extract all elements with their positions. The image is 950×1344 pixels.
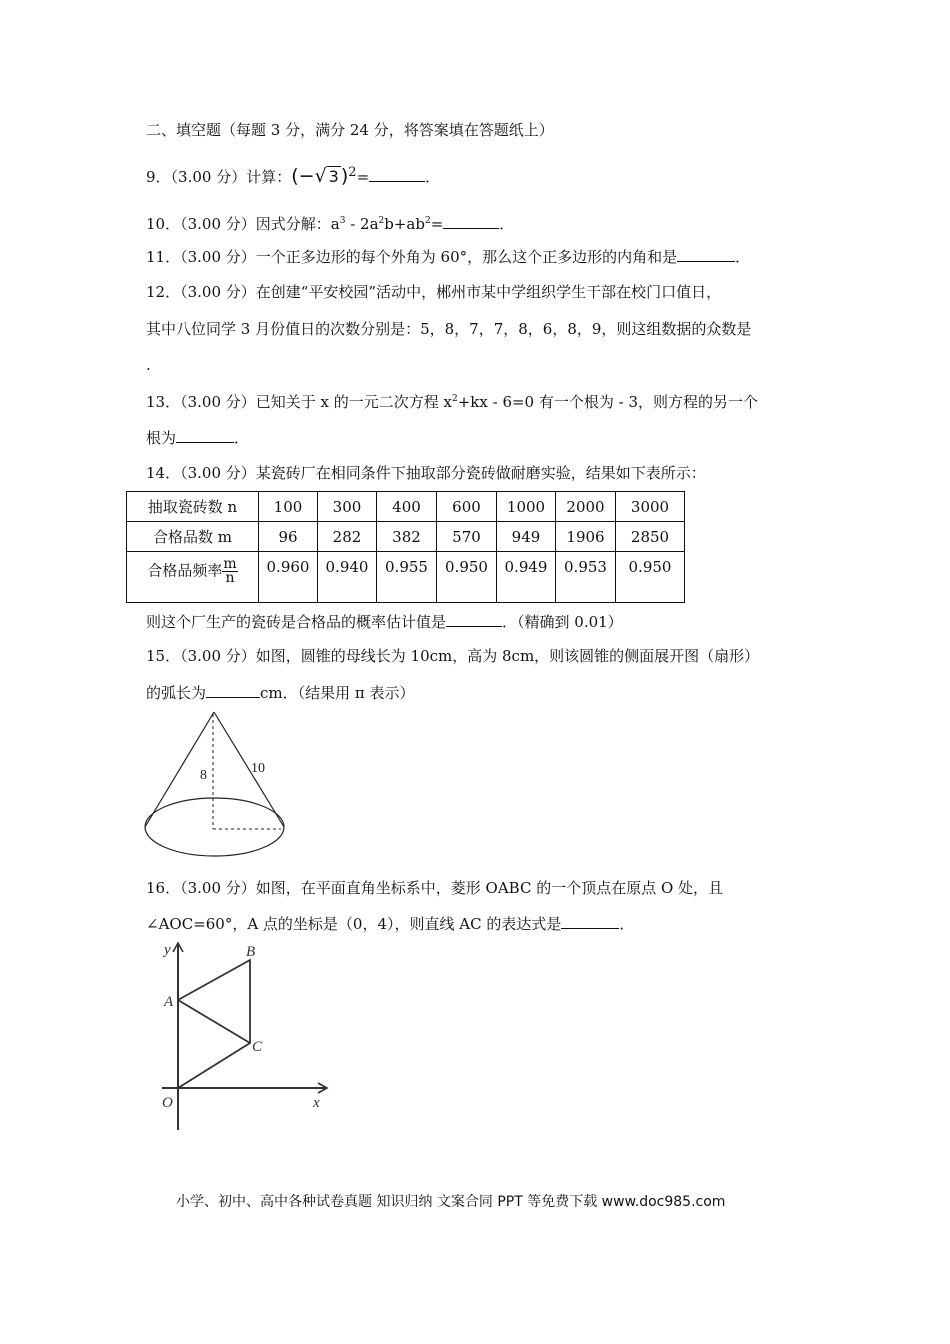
- q14-after-end: ．（精确到 0.01）: [502, 613, 623, 631]
- q13-pre: 13．（3.00 分）已知关于 x 的一元二次方程 x: [146, 393, 452, 411]
- page-footer: 小学、初中、高中各种试卷真题 知识归纳 文案合同 PPT 等免费下载 www.doc985.com: [176, 1194, 726, 1210]
- table-cell: 0.953: [556, 552, 616, 603]
- question-9-prefix: 9．（3.00 分）计算：: [146, 168, 292, 186]
- question-10: [146, 214, 514, 234]
- question-12-line-2: 其中八位同学 3 月份值日的次数分别是：5，8，7，7，8，6，8，9，则这组数据的众数是: [146, 320, 752, 338]
- question-13-line-2: [146, 428, 249, 448]
- table-cell: 570: [437, 522, 497, 552]
- cone-height-label: 8: [200, 768, 207, 783]
- equals: =: [356, 168, 370, 186]
- label-y: y: [164, 942, 171, 958]
- question-15-line-1: 15．（3.00 分）如图，圆锥的母线长为 10cm，高为 8cm，则该圆锥的侧面展开图（扇形）: [146, 647, 760, 665]
- cone-figure: [138, 706, 294, 862]
- question-12-line-3: .: [146, 356, 151, 374]
- table-cell: 400: [377, 492, 437, 522]
- label-o: O: [162, 1095, 173, 1111]
- frequency-label: 合格品频率: [147, 561, 223, 580]
- label-x: x: [313, 1095, 320, 1111]
- rhombus-coordinate-figure: [150, 936, 340, 1132]
- table-cell: 1906: [556, 522, 616, 552]
- question-15-line-2: [146, 683, 415, 703]
- question-10-end: ．: [499, 215, 515, 233]
- answer-blank-15[interactable]: [206, 683, 260, 698]
- table-cell: 2000: [556, 492, 616, 522]
- table-cell: 0.955: [377, 552, 437, 603]
- q13-l2: 根为: [146, 429, 177, 447]
- sup-1: 3: [339, 216, 346, 226]
- q13-post: +kx - 6=0 有一个根为 - 3，则方程的另一个: [457, 393, 759, 411]
- question-9: [146, 166, 440, 187]
- table-cell: 382: [377, 522, 437, 552]
- q15-l2-post: cm．（结果用 π 表示）: [260, 684, 415, 702]
- table-row-label: 合格品数 m: [127, 522, 259, 552]
- fraction-m-over-n: [222, 558, 237, 585]
- table-cell: 1000: [497, 492, 556, 522]
- table-cell: 100: [259, 492, 318, 522]
- sup-3: 2: [424, 216, 431, 226]
- sqrt-expression: (−√ 3 ): [291, 165, 349, 187]
- sqrt-close: ): [340, 165, 349, 187]
- table-row: [127, 522, 685, 552]
- q16-l2-text: ∠AOC=60°，A 点的坐标是（0，4），则直线 AC 的表达式是: [146, 915, 562, 933]
- table-cell: 949: [497, 522, 556, 552]
- section-heading: 二、填空题（每题 3 分，满分 24 分，将答案填在答题纸上）: [146, 121, 554, 139]
- question-10-prefix: 10．（3.00 分）因式分解：a: [146, 215, 340, 233]
- table-cell: 282: [318, 522, 377, 552]
- label-c: C: [252, 1039, 263, 1055]
- q10-mid-2: b+ab: [384, 215, 425, 233]
- answer-blank-9[interactable]: [369, 167, 425, 182]
- question-12-line-1: 12．（3.00 分）在创建“平安校园”活动中，郴州市某中学组织学生干部在校门口值日，: [146, 283, 722, 301]
- question-9-end: ．: [425, 168, 441, 186]
- q13-l2-end: ．: [234, 429, 250, 447]
- table-cell: 600: [437, 492, 497, 522]
- frequency-table: [126, 491, 685, 603]
- table-cell: 0.949: [497, 552, 556, 603]
- question-11-end: ．: [735, 248, 751, 266]
- table-row-label: [127, 552, 259, 603]
- table-cell: 0.960: [259, 552, 318, 603]
- table-cell: 2850: [616, 522, 685, 552]
- cone-slant-label: 10: [251, 761, 265, 776]
- label-b: B: [246, 944, 256, 960]
- table-row: [127, 552, 685, 603]
- question-11-text: 11．（3.00 分）一个正多边形的每个外角为 60°，那么这个正多边形的内角和是: [146, 248, 678, 266]
- q16-l2-end: ．: [619, 915, 635, 933]
- table-cell: 300: [318, 492, 377, 522]
- q10-mid-1: - 2a: [345, 215, 379, 233]
- exponent: 2: [348, 165, 357, 180]
- q14-after-text: 则这个厂生产的瓷砖是合格品的概率估计值是: [146, 613, 447, 631]
- question-16-line-2: [146, 914, 634, 934]
- table-cell: 0.940: [318, 552, 377, 603]
- answer-blank-11[interactable]: [677, 247, 735, 262]
- answer-blank-16[interactable]: [561, 914, 619, 929]
- diagonal-ac: [178, 1000, 250, 1043]
- question-11: [146, 247, 750, 267]
- sqrt-open: (−: [291, 165, 315, 187]
- answer-blank-13[interactable]: [176, 428, 234, 443]
- table-cell: 0.950: [616, 552, 685, 603]
- table-row: [127, 492, 685, 522]
- table-row-label: 抽取瓷砖数 n: [127, 492, 259, 522]
- table-cell: 3000: [616, 492, 685, 522]
- question-14-text: 14．（3.00 分）某瓷砖厂在相同条件下抽取部分瓷砖做耐磨实验，结果如下表所示：: [146, 464, 706, 482]
- answer-blank-10[interactable]: [443, 214, 499, 229]
- label-a: A: [164, 994, 174, 1010]
- cone-base-ellipse: [145, 798, 284, 856]
- answer-blank-14[interactable]: [446, 612, 502, 627]
- sqrt-radicand: 3: [328, 167, 339, 186]
- table-cell: 96: [259, 522, 318, 552]
- cone-right-generatrix: [214, 712, 284, 827]
- fraction-numerator: m: [223, 556, 237, 572]
- rhombus-oabc: [178, 960, 250, 1088]
- table-cell: 0.950: [437, 552, 497, 603]
- sup-2: 2: [378, 216, 385, 226]
- fraction-denominator: n: [225, 570, 235, 586]
- q13-sup: 2: [451, 394, 458, 404]
- q15-l2-pre: 的弧长为: [146, 684, 207, 702]
- q10-eq: =: [430, 215, 444, 233]
- question-14-after: [146, 612, 623, 632]
- question-16-line-1: 16．（3.00 分）如图，在平面直角坐标系中，菱形 OABC 的一个顶点在原点 O 处，且: [146, 879, 724, 897]
- question-13-line-1: [146, 392, 758, 412]
